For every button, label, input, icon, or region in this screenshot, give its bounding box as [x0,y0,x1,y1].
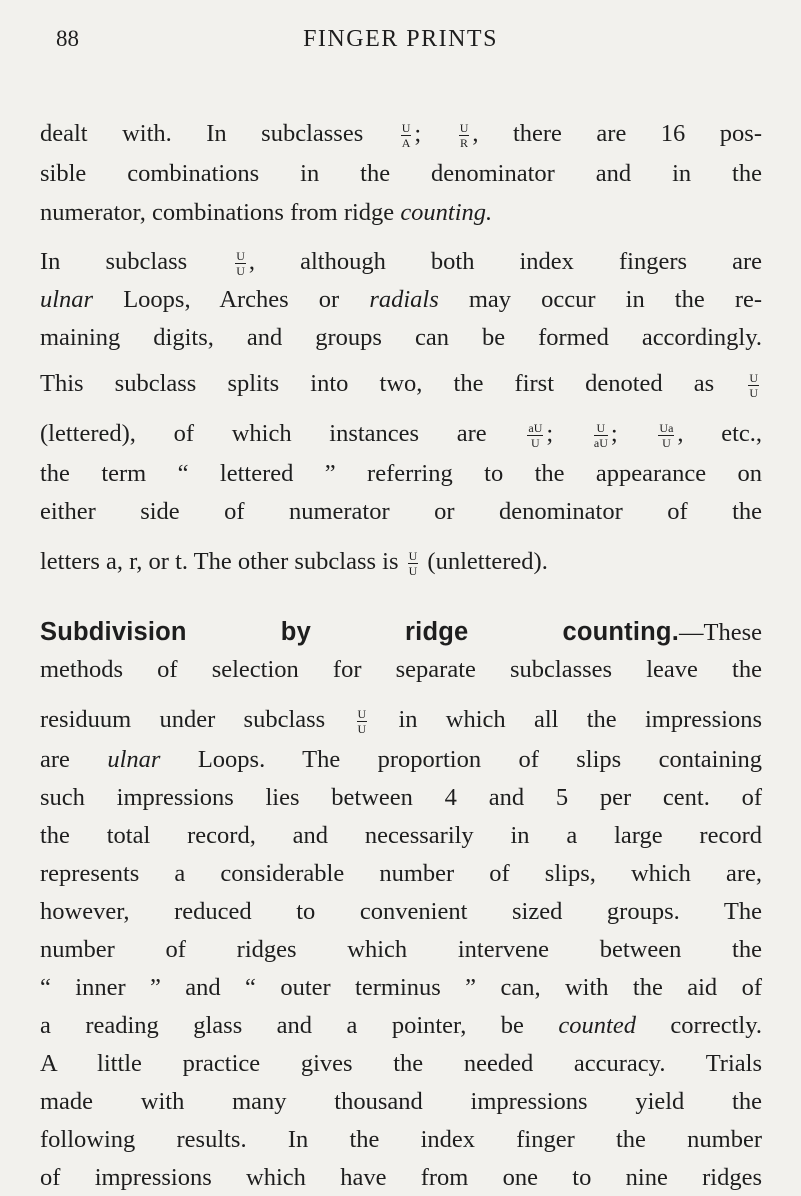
text-line: such impressions lies between 4 and 5 per cent. of [40,784,762,811]
text-line: numerator, combinations from ridge counting. [40,199,493,226]
section-heading: Subdivision by ridge counting. [40,618,679,646]
text-line: of impressions which have from one to nine ridges [40,1164,762,1191]
text-line: Subdivision by ridge counting.—These [40,618,762,646]
text-line: residuum under subclass $\frac{U}{U}$ in which all the impressions [40,706,763,736]
text-line: made with many thousand impressions yield the [40,1088,762,1115]
page-header [0,26,801,56]
text-line: represents a considerable number of slips, which are, [40,860,762,887]
fraction: $\frac{U}{U}$ [236,249,245,278]
text-line: dealt with. In subclasses $\frac{U}{A}$ ; $\frac{U}{R}$ , there are 16 pos- [40,120,762,150]
fraction: $\frac{aU}{U}$ [528,421,543,450]
text-line: ulnar Loops, Arches or radials may occur in the re- [40,286,763,313]
fraction: $\frac{U}{A}$ [401,121,411,150]
text-line: are ulnar Loops. The proportion of slips containing [40,746,763,773]
fraction: $\frac{U}{R}$ [459,121,469,150]
text-line: a reading glass and a pointer, be counted correctly. [40,1012,762,1039]
text-line: “ inner ” and “ outer terminus ” can, with the aid of [40,974,762,1001]
text-line: either side of numerator or denominator of the [40,498,762,525]
text-line: following results. In the index finger the number [40,1126,762,1153]
fraction: $\frac{U}{U}$ [357,707,367,736]
fraction: $\frac{U}{U}$ [408,549,418,578]
text-line: (lettered), of which instances are $\frac{aU}{U}$ ; $\frac{U}{aU}$ ; $\frac{Ua}{U}$ , etc., [40,420,763,450]
text-line: This subclass splits into two, the first denoted as $\frac{U}{U}$ [40,370,759,400]
fraction: $\frac{U}{U}$ [749,371,759,400]
text-line: sible combinations in the denominator and in the [40,160,762,187]
text-line: A little practice gives the needed accuracy. Trials [40,1050,762,1077]
text-line: number of ridges which intervene between the [40,936,762,963]
text-line: however, reduced to convenient sized groups. The [40,898,762,925]
text-line: In subclass $\frac{U}{U}$ , although both index fingers are [40,248,763,278]
text-line: methods of selection for separate subclasses leave the [40,656,762,683]
page-number: 88 [56,26,79,51]
text-line: letters a, r, or t. The other subclass is $\frac{U}{U}$ (unlettered). [40,548,548,578]
text-line: the term “ lettered ” referring to the appearance on [40,460,762,487]
fraction: $\frac{U}{aU}$ [593,421,608,450]
fraction: $\frac{Ua}{U}$ [659,421,674,450]
running-title: FINGER PRINTS [303,26,498,52]
text-line: the total record, and necessarily in a large record [40,822,762,849]
text-line: maining digits, and groups can be formed accordingly. [40,324,762,351]
